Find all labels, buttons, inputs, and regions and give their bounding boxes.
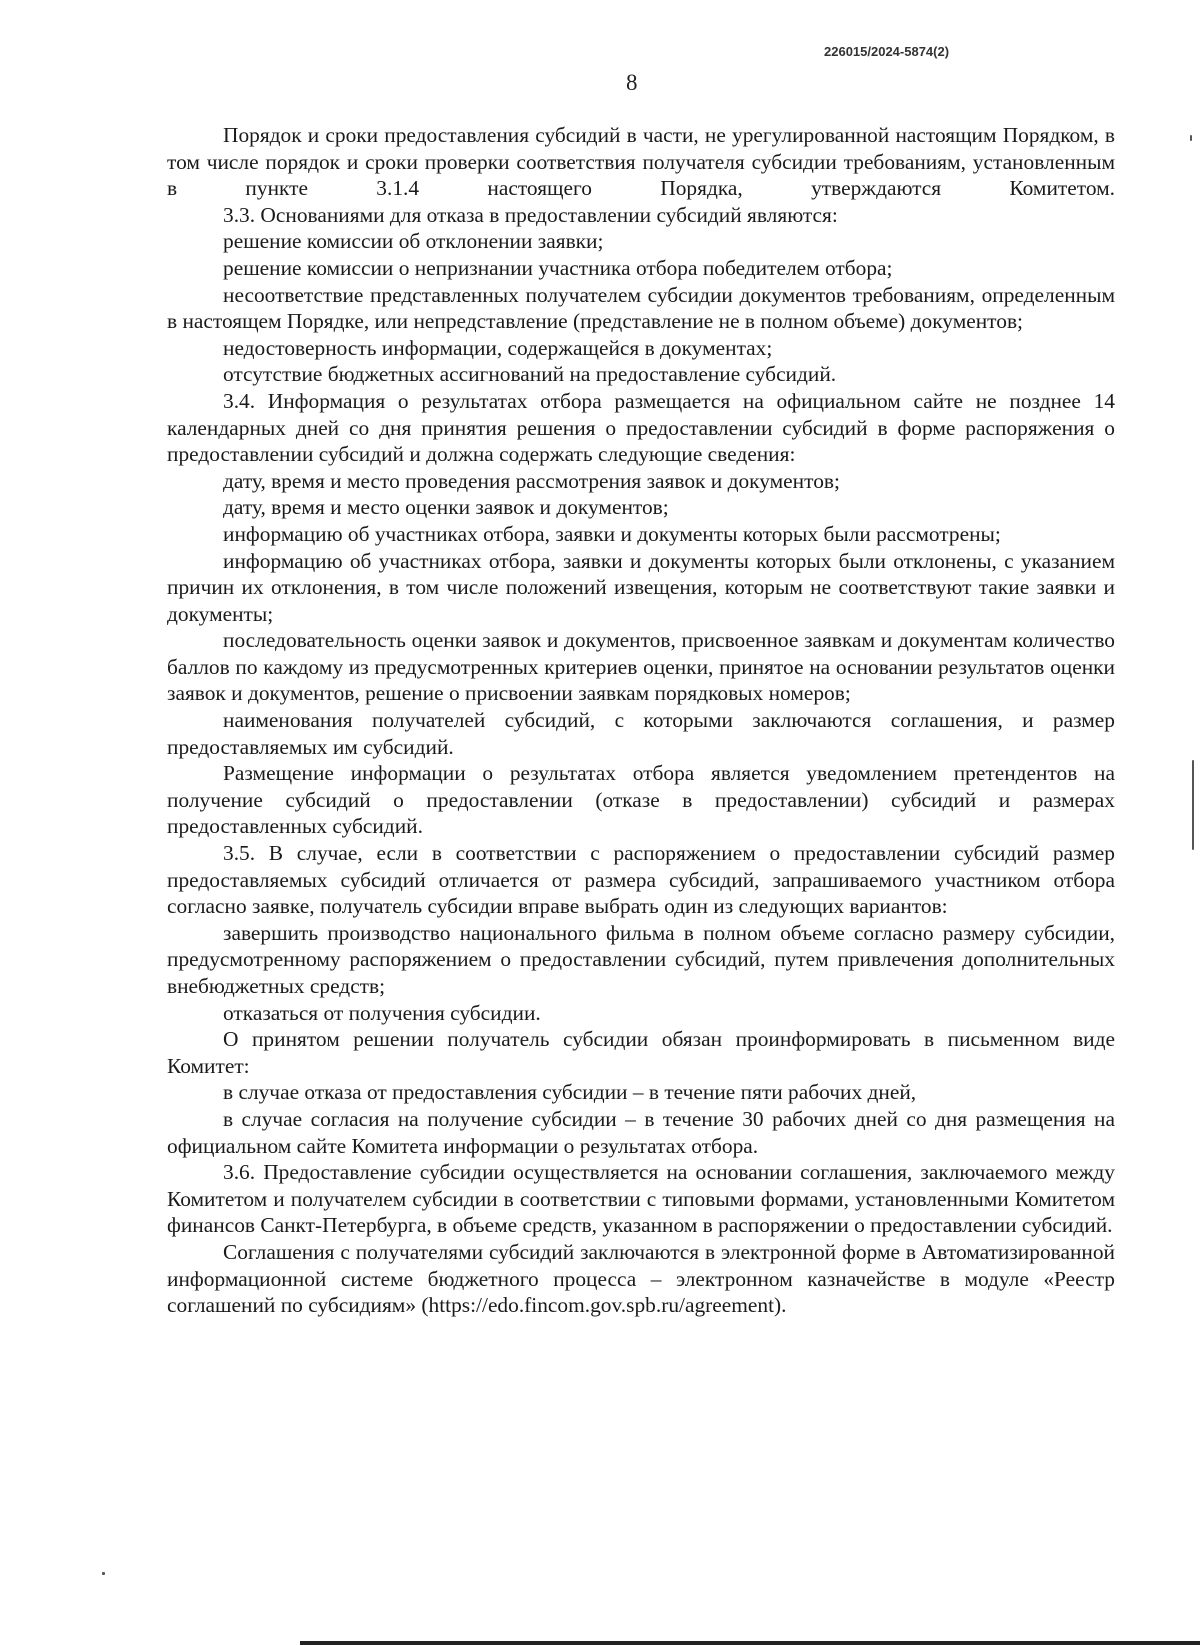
list-item-refusal-4: недостоверность информации, содержащейся в документах; [223, 335, 773, 360]
paragraph-3-6-agreement: 3.6. Предоставление субсидии осуществляется на основании соглашения, заключаемого между Комитетом и получателем субсидии в соответствии с типовыми формами, установленными Комитетом финансов Санкт-Петербурга, в объеме средств, указанном в распоряжении о предоставлении субсидий. [167, 1160, 1115, 1238]
list-item-option-2: отказаться от получения субсидии. [223, 1000, 541, 1025]
document-body [167, 122, 1115, 1319]
document-registration-number: 226015/2024-5874(2) [824, 44, 950, 59]
paragraph-procedure-terms: Порядок и сроки предоставления субсидий в части, не урегулированной настоящим Порядком, в том числе порядок и сроки проверки соответствия получателя субсидии требованиям, установленным в пункте 3.1.4 настоящего Порядка, утверждаются Комитетом. [167, 123, 1115, 201]
paragraph-results-notification: Размещение информации о результатах отбора является уведомлением претендентов на получение субсидий о предоставлении (отказе в предоставлении) субсидий и размерах предоставленных субсидий. [167, 761, 1115, 839]
paragraph-3-5-amount-difference: 3.5. В случае, если в соответствии с распоряжением о предоставлении субсидий размер предоставляемых субсидий отличается от размера субсидий, запрашиваемого участником отбора согласно заявке, получатель субсидии вправе выбрать один из следующих вариантов: [167, 841, 1115, 919]
list-item-refusal-5: отсутствие бюджетных ассигнований на предоставление субсидий. [223, 362, 837, 387]
list-item-info-6: наименования получателей субсидий, с которыми заключаются соглашения, и размер предоставляемых им субсидий. [167, 708, 1115, 759]
list-item-deadline-2: в случае согласия на получение субсидии – в течение 30 рабочих дней со дня размещения на официальном сайте Комитета информации о результатах отбора. [167, 1106, 1115, 1158]
list-item-refusal-2: решение комиссии о непризнании участника отбора победителем отбора; [223, 255, 893, 280]
list-item-deadline-1: в случае отказа от предоставления субсидии – в течение пяти рабочих дней, [223, 1080, 917, 1105]
list-item-info-2: дату, время и место оценки заявок и документов; [223, 495, 669, 520]
paragraph-decision-notice: О принятом решении получатель субсидии обязан проинформировать в письменном виде Комитет: [167, 1027, 1115, 1078]
paragraph-3-3-refusal-grounds: 3.3. Основаниями для отказа в предоставлении субсидий являются: [223, 202, 838, 227]
scan-edge-mark [1190, 135, 1192, 141]
scan-edge-mark [1192, 760, 1194, 850]
list-item-refusal-3: несоответствие представленных получателем субсидии документов требованиям, определенным в настоящем Порядке, или непредставление (представление не в полном объеме) документов; [167, 282, 1115, 334]
list-item-info-4: информацию об участниках отбора, заявки и документы которых были отклонены, с указанием причин их отклонения, в том числе положений извещения, которым не соответствуют такие заявки и документы; [167, 548, 1115, 626]
list-item-info-3: информацию об участниках отбора, заявки и документы которых были рассмотрены; [223, 521, 1001, 546]
scan-edge-mark [102, 1572, 105, 1575]
scan-bottom-edge [300, 1641, 1200, 1645]
list-item-info-1: дату, время и место проведения рассмотрения заявок и документов; [223, 468, 840, 493]
paragraph-electronic-agreements: Соглашения с получателями субсидий заключаются в электронной форме в Автоматизированной информационной системе бюджетного процесса – электронном казначействе в модуле «Реестр соглашений по субсидиям» (https://edo.fincom.gov.spb.ru/agreement). [167, 1239, 1115, 1318]
list-item-info-5: последовательность оценки заявок и документов, присвоенное заявкам и документам количество баллов по каждому из предусмотренных критериев оценки, принятое на основании результатов оценки заявок и документов, решение о присвоении заявкам порядковых номеров; [167, 628, 1115, 706]
list-item-option-1: завершить производство национального фильма в полном объеме согласно размеру субсидии, предусмотренному распоряжением о предоставлении субсидий, путем привлечения дополнительных внебюджетных средств; [167, 920, 1115, 998]
page-number: 8 [626, 70, 638, 95]
list-item-refusal-1: решение комиссии об отклонении заявки; [223, 229, 604, 254]
paragraph-3-4-results-info: 3.4. Информация о результатах отбора размещается на официальном сайте не позднее 14 календарных дней со дня принятия решения о предоставлении субсидий в форме распоряжения о предоставлении субсидий и должна содержать следующие сведения: [167, 388, 1115, 467]
